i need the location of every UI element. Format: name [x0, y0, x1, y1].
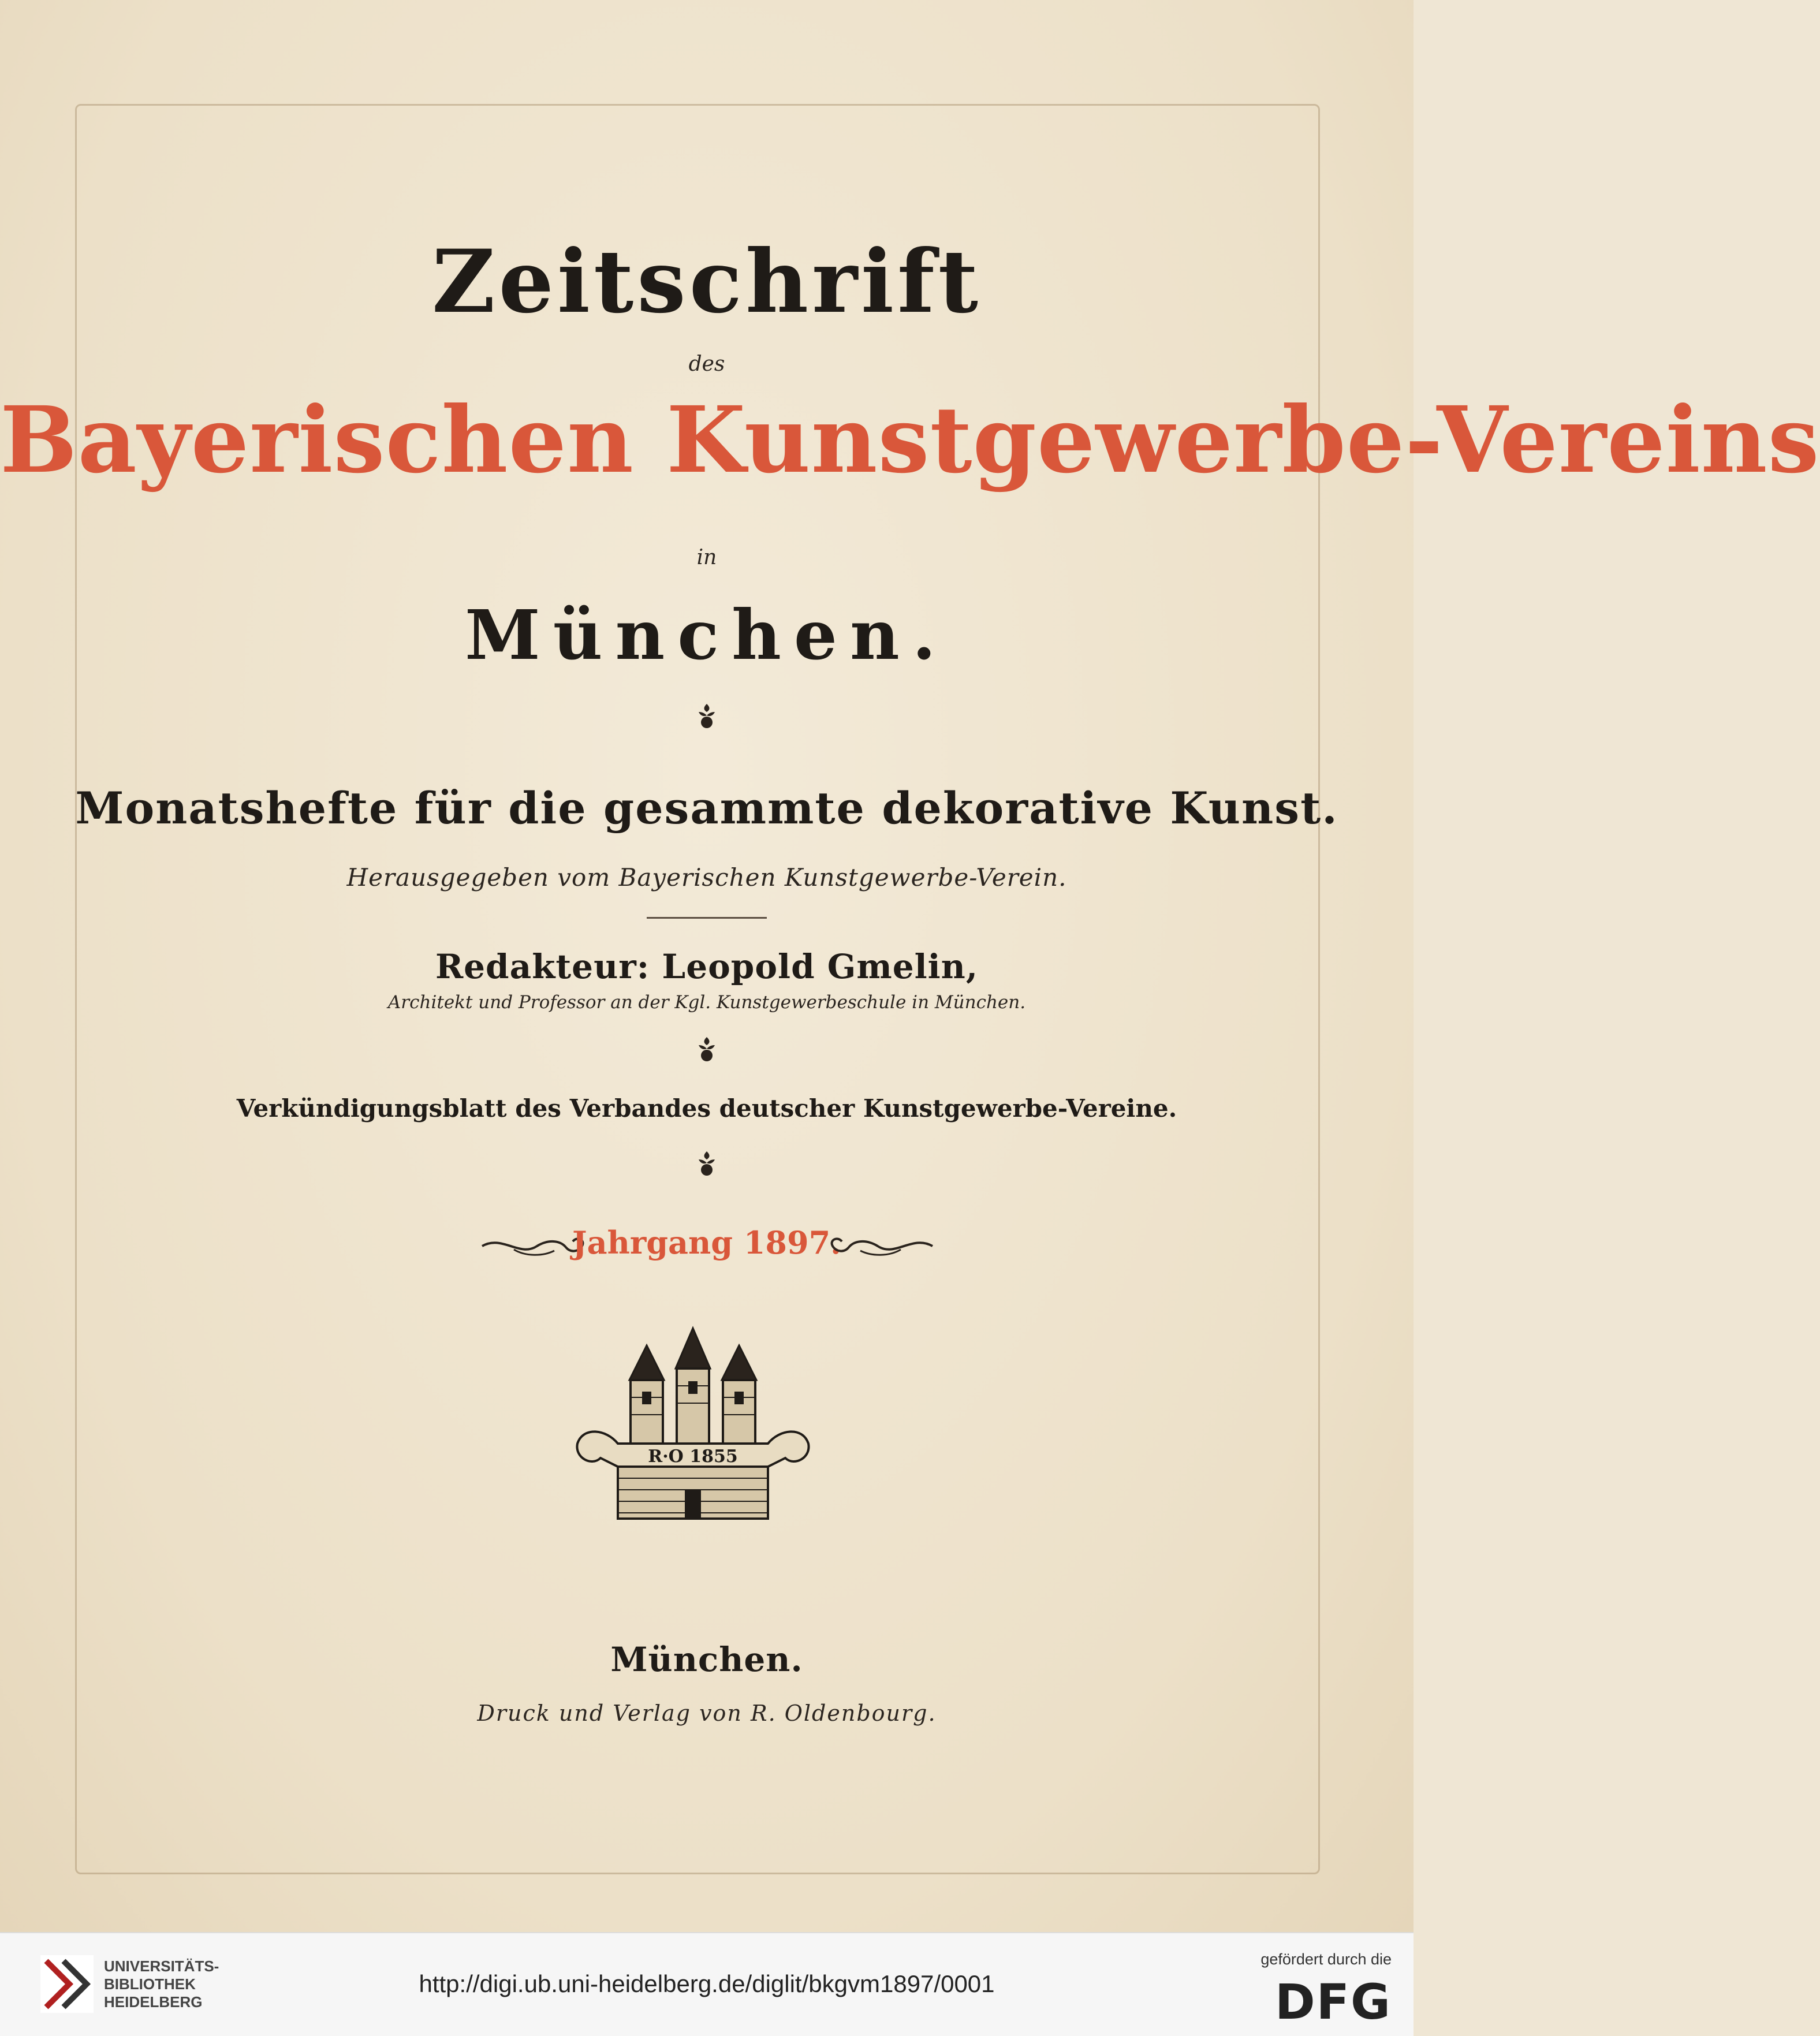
right-flourish-icon [826, 1229, 935, 1263]
subtitle-monatshefte: Monatshefte für die gesammte dekorative Kunst. [75, 782, 1338, 834]
imprint-place: München. [610, 1640, 803, 1679]
divider-rule [647, 917, 767, 919]
year-label: Jahrgang 1897. [572, 1224, 841, 1261]
footer-bar [0, 1932, 1414, 2036]
fleuron-icon [695, 1035, 718, 1062]
imprint-printer: Druck und Verlag von R. Oldenbourg. [477, 1701, 937, 1726]
funded-by-label: gefördert durch die [1260, 1951, 1392, 1968]
dfg-logo: DFG [1274, 1974, 1392, 2030]
title-zeitschrift: Zeitschrift [432, 231, 982, 333]
title-city: München. [465, 595, 949, 675]
library-line3: HEIDELBERG [104, 1993, 203, 2011]
library-line2: BIBLIOTHEK [104, 1975, 196, 1993]
editor-role: Architekt und Professor an der Kgl. Kunstgewerbeschule in München. [387, 992, 1026, 1013]
fleuron-icon [695, 1149, 718, 1177]
castle-emblem-icon [566, 1328, 820, 1530]
permalink-url[interactable]: http://digi.ub.uni-heidelberg.de/diglit/bkgvm1897/0001 [419, 1970, 995, 1997]
publisher-note: Herausgegeben vom Bayerischen Kunstgewerbe-Verein. [346, 863, 1067, 892]
announcement-line: Verkündigungsblatt des Verbandes deutscher Kunstgewerbe-Vereine. [236, 1094, 1177, 1123]
library-line1: UNIVERSITÄTS- [104, 1957, 219, 1975]
emblem-banner-text: R·O 1855 [648, 1446, 738, 1467]
fleuron-icon [695, 702, 718, 729]
word-in: in [696, 546, 717, 569]
editor-label: Redakteur: [435, 947, 650, 986]
title-verein: Bayerischen Kunstgewerbe-Vereins [0, 387, 1820, 494]
editor-line [0, 947, 1414, 986]
year-row [0, 1224, 1414, 1270]
editor-name: Leopold Gmelin, [662, 947, 979, 986]
word-des: des [688, 352, 725, 376]
